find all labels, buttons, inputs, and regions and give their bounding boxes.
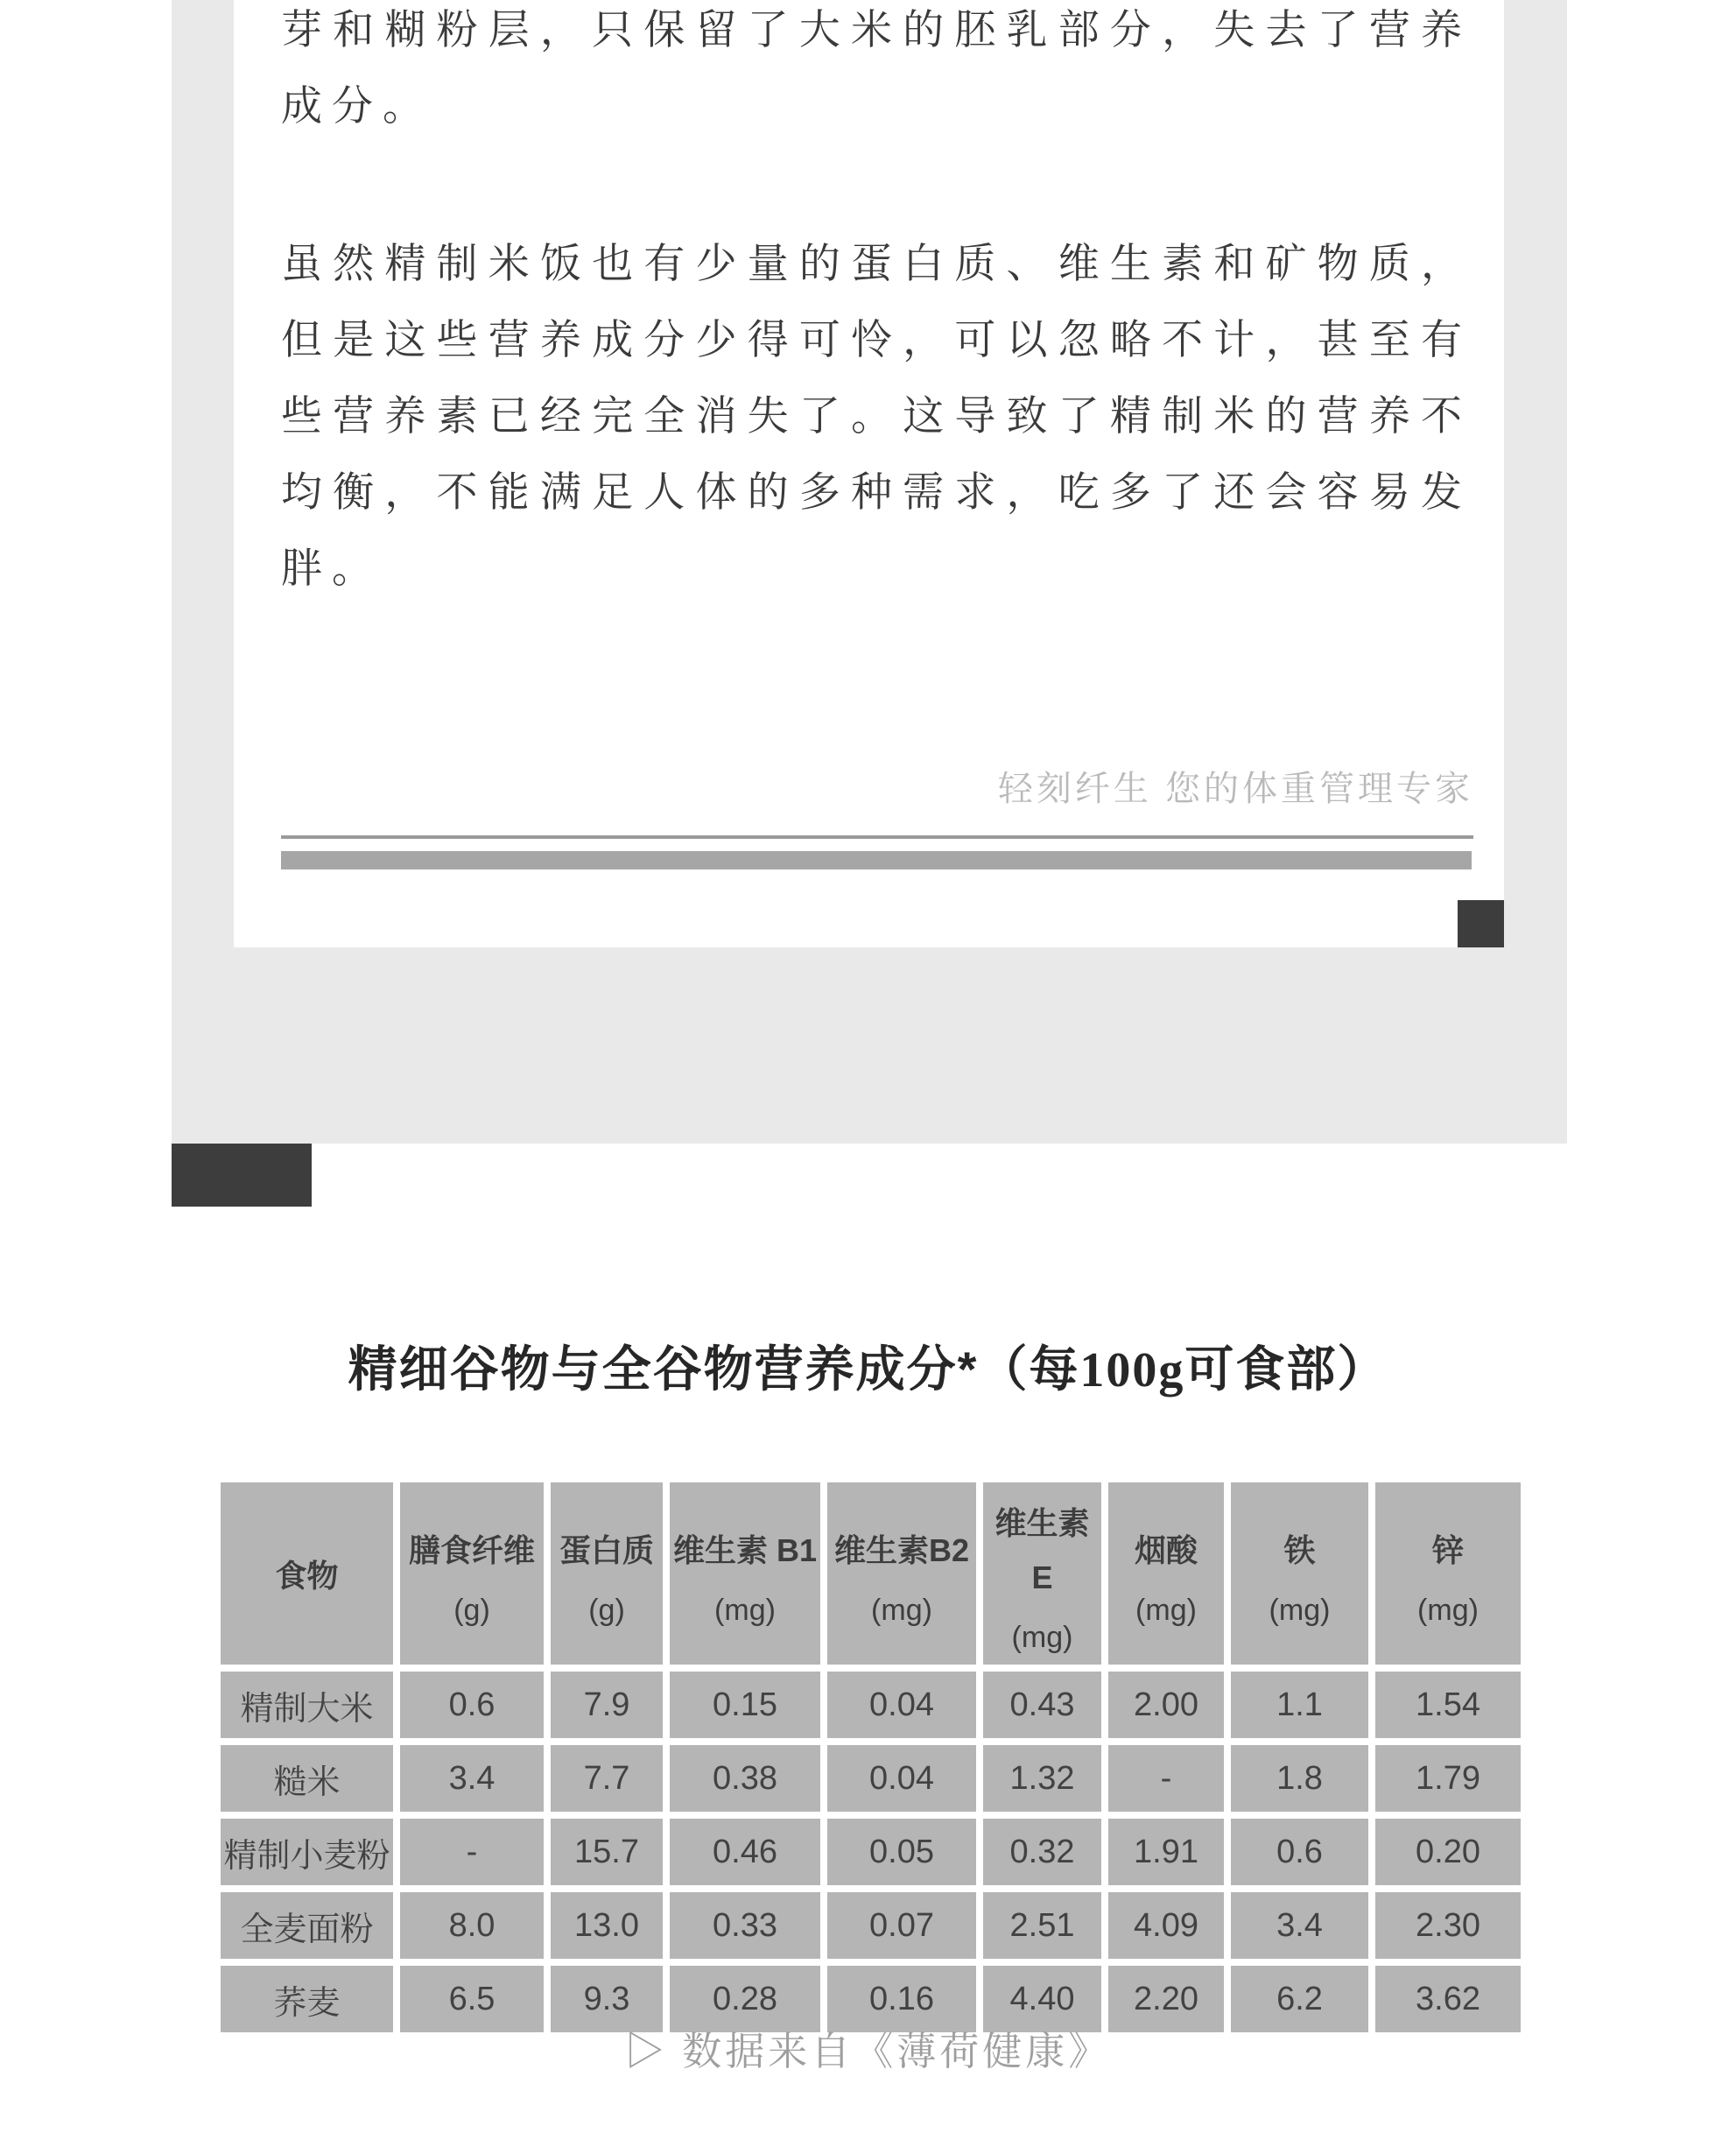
- table-row: [221, 1745, 1521, 1819]
- column-header-1: 膳食纤维 (g): [400, 1482, 551, 1672]
- table-cell: 3.4: [400, 1745, 551, 1819]
- table-cell: 0.20: [1375, 1819, 1521, 1892]
- table-cell: 0.07: [827, 1892, 983, 1966]
- table-row: [221, 1672, 1521, 1745]
- column-header-5: 维生素 E (mg): [983, 1482, 1108, 1672]
- row-label: 全麦面粉: [221, 1892, 400, 1966]
- table-cell: 2.30: [1375, 1892, 1521, 1966]
- table-cell: 4.09: [1108, 1892, 1231, 1966]
- column-header-7: 铁 (mg): [1231, 1482, 1375, 1672]
- table-cell: -: [400, 1819, 551, 1892]
- table-cell: 0.04: [827, 1745, 983, 1819]
- table-cell: 1.32: [983, 1745, 1108, 1819]
- table-cell: 7.7: [551, 1745, 670, 1819]
- table-cell: 2.00: [1108, 1672, 1231, 1745]
- title-amount: 100g: [1079, 1343, 1185, 1397]
- table-cell: 6.2: [1231, 1966, 1375, 2032]
- table-cell: 1.1: [1231, 1672, 1375, 1745]
- column-header-8: 锌 (mg): [1375, 1482, 1521, 1672]
- table-cell: 0.43: [983, 1672, 1108, 1745]
- row-label: 糙米: [221, 1745, 400, 1819]
- divider-thick-bar: [281, 851, 1472, 869]
- article-paragraph-2: 虽然精制米饭也有少量的蛋白质、维生素和矿物质，但是这些营养成分少得可怜，可以忽略不计，甚至有些营养素已经完全消失了。这导致了精制米的营养不均衡，不能满足人体的多种需求，吃多了还会容易发胖。: [281, 240, 1472, 591]
- column-header-4: 维生素B2 (mg): [827, 1482, 983, 1672]
- column-header-6: 烟酸 (mg): [1108, 1482, 1231, 1672]
- table-cell: 0.46: [670, 1819, 827, 1892]
- table-cell: 0.32: [983, 1819, 1108, 1892]
- table-cell: 0.16: [827, 1966, 983, 2032]
- source-note-text: 数据来自《薄荷健康》: [682, 2029, 1112, 2073]
- table-cell: 1.79: [1375, 1745, 1521, 1819]
- row-label: 精制大米: [221, 1672, 400, 1745]
- table-cell: 15.7: [551, 1819, 670, 1892]
- table-cell: 0.33: [670, 1892, 827, 1966]
- table-cell: 1.8: [1231, 1745, 1375, 1819]
- table-cell: 8.0: [400, 1892, 551, 1966]
- table-cell: 9.3: [551, 1966, 670, 2032]
- table-cell: 3.4: [1231, 1892, 1375, 1966]
- table-cell: 6.5: [400, 1966, 551, 2032]
- table-cell: -: [1108, 1745, 1231, 1819]
- table-cell: 0.15: [670, 1672, 827, 1745]
- table-cell: 0.6: [1231, 1819, 1375, 1892]
- nutrition-table: [221, 1482, 1521, 2032]
- table-section-title: [0, 1331, 1736, 1401]
- column-header-2: 蛋白质 (g): [551, 1482, 670, 1672]
- table-cell: 2.20: [1108, 1966, 1231, 2032]
- nutrition-table-container: [221, 1482, 1521, 2032]
- table-cell: 0.6: [400, 1672, 551, 1745]
- title-suffix: 可食部）: [1184, 1341, 1388, 1397]
- triangle-icon: ▷: [624, 2029, 668, 2073]
- article-paragraph-1: 芽和糊粉层，只保留了大米的胚乳部分，失去了营养成分。: [281, 6, 1472, 129]
- article-card: [234, 0, 1504, 947]
- table-cell: 13.0: [551, 1892, 670, 1966]
- table-row: [221, 1819, 1521, 1892]
- table-cell: 0.05: [827, 1819, 983, 1892]
- table-cell: 0.28: [670, 1966, 827, 2032]
- table-cell: 1.91: [1108, 1819, 1231, 1892]
- table-cell: 3.62: [1375, 1966, 1521, 2032]
- table-row: [221, 1892, 1521, 1966]
- table-cell: 7.9: [551, 1672, 670, 1745]
- left-accent-rectangle: [172, 1144, 312, 1207]
- row-label: 荞麦: [221, 1966, 400, 2032]
- column-header-3: 维生素 B1 (mg): [670, 1482, 827, 1672]
- table-cell: 4.40: [983, 1966, 1108, 2032]
- brand-watermark: 轻刻纤生 您的体重管理专家: [997, 770, 1473, 808]
- card-corner-accent-square: [1458, 900, 1504, 947]
- divider-thin-line: [281, 835, 1473, 839]
- title-prefix: 精细谷物与全谷物营养成分*（每: [348, 1341, 1080, 1397]
- table-cell: 0.04: [827, 1672, 983, 1745]
- table-cell: 1.54: [1375, 1672, 1521, 1745]
- column-header-food: 食物: [221, 1482, 400, 1672]
- table-header-row: [221, 1482, 1521, 1672]
- data-source-note: [0, 2019, 1736, 2076]
- row-label: 精制小麦粉: [221, 1819, 400, 1892]
- table-cell: 2.51: [983, 1892, 1108, 1966]
- table-cell: 0.38: [670, 1745, 827, 1819]
